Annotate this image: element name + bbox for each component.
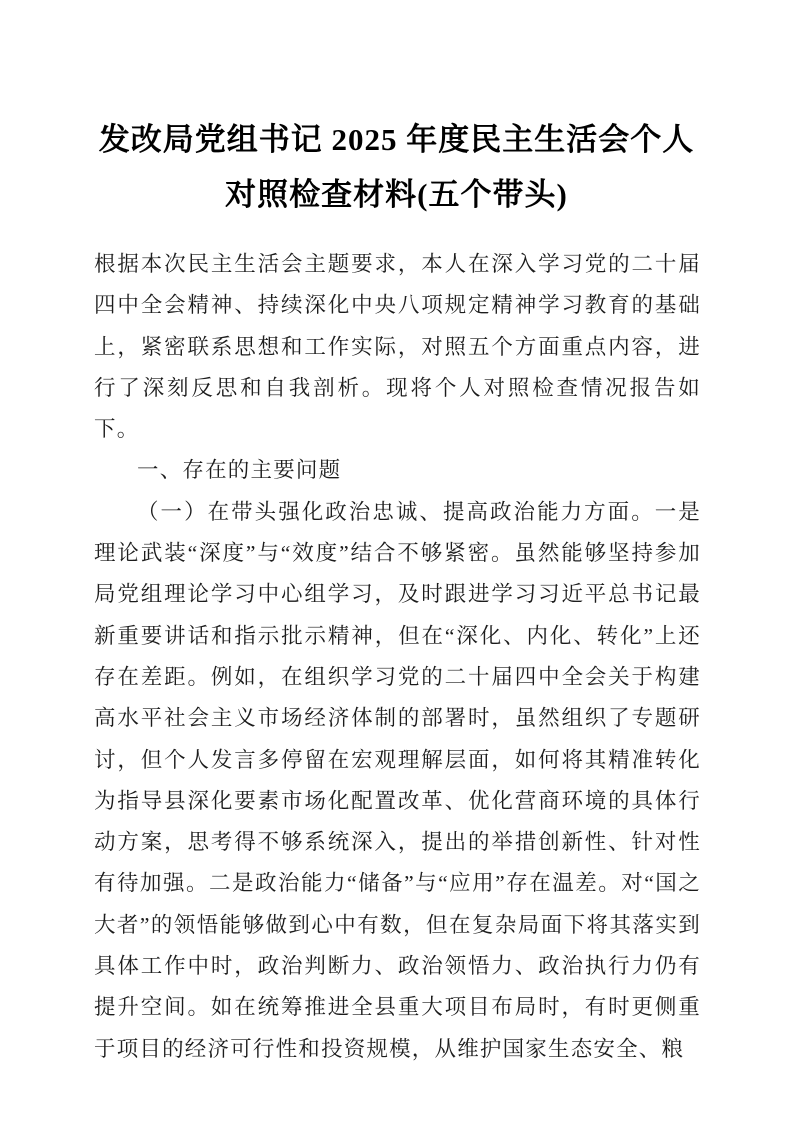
document-body [94,244,701,1070]
document-title-line-1: 发改局党组书记 2025 年度民主生活会个人 [98,122,695,157]
section-heading-main-problems: 一、存在的主要问题 [137,458,342,483]
subsection-paragraph-political-loyalty: （一）在带头强化政治忠诚、提高政治能力方面。一是理论武装“深度”与“效度”结合不够紧密。虽然能够坚持参加局党组理论学习中心组学习，及时跟进学习习近平总书记最新重要讲话和指示批示精神，但在“深化、内化、转化”上还存在差距。例如，在组织学习党的二十届四中全会关于构建高水平社会主义市场经济体制的部署时，虽然组织了专题研讨，但个人发言多停留在宏观理解层面，如何将其精准转化为指导县深化要素市场化配置改革、优化营商环境的具体行动方案，思考得不够系统深入，提出的举措创新性、针对性有待加强。二是政治能力“储备”与“应用”存在温差。对“国之大者”的领悟能够做到心中有数，但在复杂局面下将其落实到具体工作中时，政治判断力、政治领悟力、政治执行力仍有提升空间。如在统筹推进全县重大项目布局时，有时更侧重于项目的经济可行性和投资规模，从维护国家生态安全、粮 [94,499,701,1061]
intro-paragraph: 根据本次民主生活会主题要求，本人在深入学习党的二十届四中全会精神、持续深化中央八项规定精神学习教育的基础上，紧密联系思想和工作实际，对照五个方面重点内容，进行了深刻反思和自我剖析。现将个人对照检查情况报告如下。 [94,252,701,442]
document-title-line-2: 对照检查材料(五个带头) [225,177,568,212]
document-title [70,0,723,222]
